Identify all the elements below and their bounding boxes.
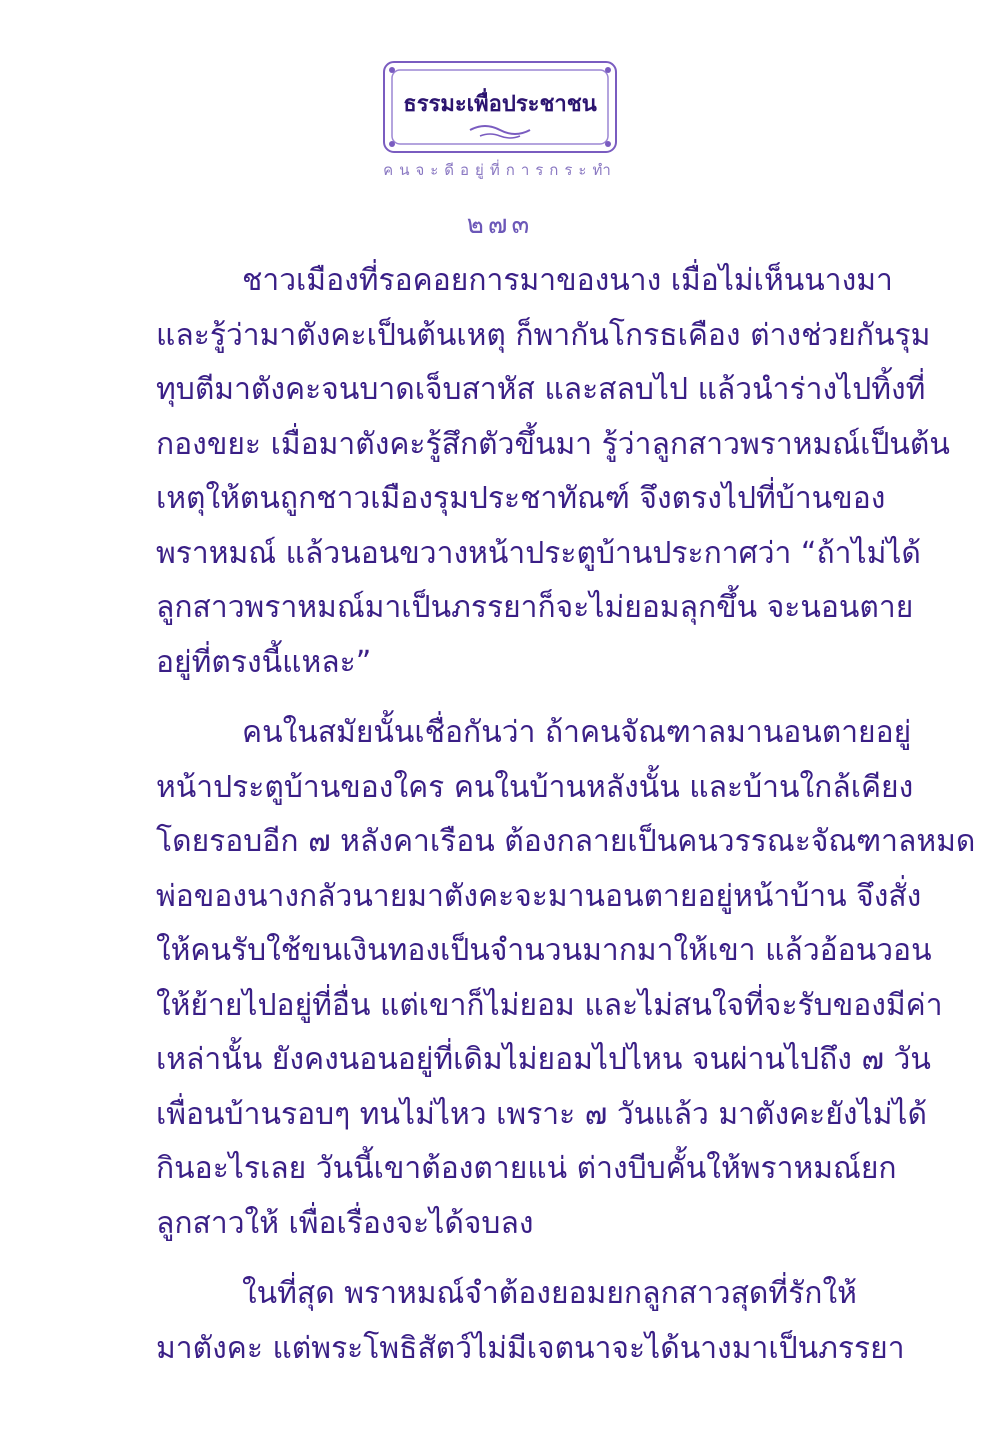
text-line: ให้ย้ายไปอยู่ที่อื่น แต่เขาก็ไม่ยอม และไม่สนใจที่จะรับของมีค่า: [156, 987, 943, 1023]
text-line: กองขยะ เมื่อมาตังคะรู้สึกตัวขึ้นมา รู้ว่าลูกสาวพราหมณ์เป็นต้น: [156, 426, 950, 462]
text-line: เหตุให้ตนถูกชาวเมืองรุมประชาทัณฑ์ จึงตรงไปที่บ้านของ: [156, 481, 886, 516]
text-line: โดยรอบอีก ๗ หลังคาเรือน ต้องกลายเป็นคนวรรณะจัณฑาลหมด: [156, 824, 976, 859]
logo: [380, 58, 620, 156]
text-line: พราหมณ์ แล้วนอนขวางหน้าประตูบ้านประกาศว่า “ถ้าไม่ได้: [156, 535, 921, 571]
text-line: หน้าประตูบ้านของใคร คนในบ้านหลังนั้น และบ้านใกล้เคียง: [156, 769, 914, 805]
text-line: ลูกสาวพราหมณ์มาเป็นภรรยาก็จะไม่ยอมลุกขึ้น จะนอนตาย: [156, 590, 914, 625]
text-line: มาตังคะ แต่พระโพธิสัตว์ไม่มีเจตนาจะได้นางมาเป็นภรรยา: [156, 1330, 905, 1366]
text-line: คนในสมัยนั้นเชื่อกันว่า ถ้าคนจัณฑาลมานอนตายอยู่: [242, 715, 912, 750]
body-text: [156, 254, 976, 1392]
text-line: ชาวเมืองที่รอคอยการมาของนาง เมื่อไม่เห็นนางมา: [242, 263, 893, 298]
page-header: [0, 58, 1000, 245]
text-line: ให้คนรับใช้ขนเงินทองเป็นจำนวนมากมาให้เขา แล้วอ้อนวอน: [156, 933, 932, 968]
logo-text: ธรรมะเพื่อประชาชน: [403, 92, 597, 117]
paragraph-2: [156, 706, 976, 1251]
paragraph-3: [156, 1267, 905, 1376]
text-line: และรู้ว่ามาตังคะเป็นต้นเหตุ ก็พากันโกรธเคือง ต่างช่วยกันรุม: [156, 317, 931, 353]
text-line: กินอะไรเลย วันนี้เขาต้องตายแน่ ต่างบีบคั้นให้พราหมณ์ยก: [156, 1151, 897, 1186]
page-number: ๒๗๓: [466, 210, 534, 240]
header-subtitle: คนจะดีอยู่ที่การกระทำ: [383, 161, 617, 179]
paragraph-1: [156, 254, 950, 690]
text-line: เหล่านั้น ยังคงนอนอยู่ที่เดิมไม่ยอมไปไหน จนผ่านไปถึง ๗ วัน: [156, 1042, 931, 1077]
text-line: ทุบตีมาตังคะจนบาดเจ็บสาหัส และสลบไป แล้วนำร่างไปทิ้งที่: [156, 372, 926, 407]
text-line: ลูกสาวให้ เพื่อเรื่องจะได้จบลง: [156, 1205, 534, 1241]
text-line: ในที่สุด พราหมณ์จำต้องยอมยกลูกสาวสุดที่รักให้: [242, 1276, 857, 1311]
text-line: พ่อของนางกลัวนายมาตังคะจะมานอนตายอยู่หน้าบ้าน จึงสั่ง: [156, 878, 922, 914]
text-line: เพื่อนบ้านรอบๆ ทนไม่ไหว เพราะ ๗ วันแล้ว มาตังคะยังไม่ได้: [156, 1096, 927, 1132]
text-line: อยู่ที่ตรงนี้แหละ”: [156, 644, 372, 680]
